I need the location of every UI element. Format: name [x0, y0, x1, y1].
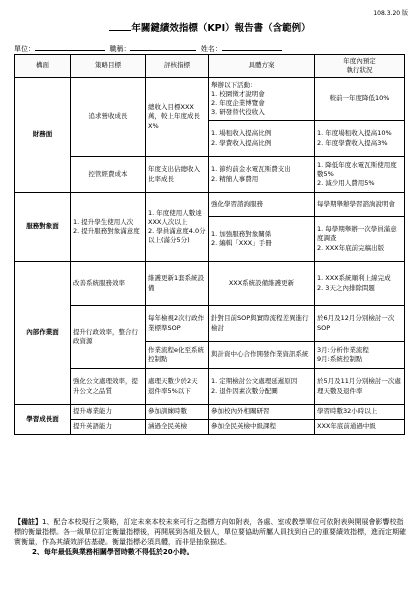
indicator-cell — [146, 369, 209, 405]
indicator-cell: 每年檢視2次行政作業標準SOP — [146, 306, 209, 342]
position-label: 職稱： — [109, 45, 131, 53]
indicator-cell: 作業流程e化至系統控制點 — [146, 342, 209, 369]
indicator-item: 退件率5%以下 — [148, 386, 191, 395]
goal-cell: 提升行政效率，整合行政資源 — [71, 306, 146, 369]
name-field[interactable] — [222, 43, 282, 51]
header-dimension: 構面 — [15, 55, 71, 78]
table-row — [15, 405, 405, 420]
status-item: 1. XXX系統順利上線完成 — [317, 274, 391, 283]
header-plan: 具體方案 — [209, 55, 315, 78]
goal-cell: 強化公文處理效率，提升公文之品質 — [71, 369, 146, 405]
status-item: 2. 3天之內排除問題 — [317, 283, 375, 292]
plan-item: 2. 編輯「XXX」手冊 — [211, 239, 272, 247]
indicator-item: 處理天數少於2天 — [148, 377, 198, 386]
goal-cell: 控管經費成本 — [71, 157, 146, 193]
plan-item: 1. 節約前金水電瓦斯費支出 — [211, 165, 291, 174]
status-cell: XXX年底前通過中級 — [315, 420, 405, 435]
status-cell — [315, 342, 405, 369]
indicator-cell: 參加訓練時數 — [146, 405, 209, 420]
plan-cell: 強化學習諮詢服務 — [209, 193, 315, 217]
name-label: 姓名： — [200, 45, 222, 53]
plan-item: 1. 場租收入提高比例 — [211, 129, 272, 138]
dimension-cell: 財務面 — [15, 78, 71, 193]
status-item: 1. 年度場租收入提高10% — [317, 129, 392, 138]
plan-item: 2. 年度企業博覽會 — [211, 99, 265, 107]
report-title — [0, 20, 420, 34]
goal-item: 2. 提升服務對象滿意度 — [73, 227, 140, 235]
goal-cell: 改善系統服務效率 — [71, 262, 146, 306]
version-label: 108.3.20 版 — [373, 10, 408, 17]
plan-item: 2. 精簡人事費用 — [211, 174, 259, 183]
status-cell — [315, 262, 405, 306]
status-cell — [315, 157, 405, 193]
notes-block — [14, 517, 406, 558]
note-2: 2、每年最低與業務相關學習時數不得低於20小時。 — [32, 548, 194, 557]
table-header-row — [15, 55, 405, 78]
status-cell: 於6月及12月分別檢討一次SOP — [315, 306, 405, 342]
note-1: 1、配合本校現行之策略，訂定未來本校未來可行之指標方向如附表，各處、室或教學單位可依附表與開展會影響校指標的衡量指標。各一級單位訂定衡量指標後，再開展到各組及個人，單位要協助所屬人員找到自己的重要績效指標，進而定期確實衡量，作為其績效評估基礎。衡量指標必須具體，而非是抽象描述。 — [14, 518, 406, 547]
header-status: 年度內預定 執行狀況 — [315, 55, 405, 78]
goal-cell — [71, 193, 146, 262]
status-item: 2. 年度學費收入提高3% — [317, 138, 388, 147]
plan-cell — [209, 369, 315, 405]
report-title-text: 年關鍵績效指標（KPI）報告書（含範例） — [131, 23, 311, 34]
status-item: 1. 降低年度水電瓦斯使用度數5% — [317, 160, 397, 178]
status-cell: 學習時數32小時以上 — [315, 405, 405, 420]
plan-item: 3. 研發替代役收入 — [211, 108, 265, 117]
indicator-cell: 涵過全民英檢 — [146, 420, 209, 435]
meta-row — [14, 43, 282, 54]
table-row — [15, 369, 405, 405]
status-item: 2. 減少用人費用5% — [317, 179, 375, 188]
indicator-cell: 年度支出佔總收入比率成長 — [146, 157, 209, 193]
plan-cell — [209, 157, 315, 193]
plan-cell: 針對目前SOP與實際流程差異進行檢討 — [209, 306, 315, 342]
table-row — [15, 306, 405, 342]
plan-cell: 參加校內外相關研習 — [209, 405, 315, 420]
header-indicator: 評核指標 — [146, 55, 209, 78]
indicator-cell — [146, 193, 209, 262]
goal-cell: 提升專業能力 — [71, 405, 146, 420]
unit-field[interactable] — [35, 43, 105, 51]
plan-intro: 舉辦以下活動： — [211, 80, 257, 89]
year-blank — [109, 30, 131, 31]
goal-cell: 追求營收成長 — [71, 78, 146, 157]
plan-cell — [209, 78, 315, 121]
plan-item: 2. 退件因素次數分配圖 — [211, 386, 278, 395]
table-row — [15, 262, 405, 306]
plan-cell — [209, 217, 315, 262]
kpi-table — [14, 54, 405, 435]
indicator-item: 2. 學員滿意度4.0分以上(滿分5分) — [148, 227, 206, 245]
plan-cell: 參加全民英檢中級課程 — [209, 420, 315, 435]
indicator-item: 1. 年度使用人數達XXX人次以上 — [148, 208, 202, 226]
status-item: 1. 每學期舉辦一次學員滿意度調查 — [317, 225, 397, 243]
plan-item: 2. 學費收入提高比例 — [211, 138, 272, 147]
unit-label: 單位： — [14, 45, 35, 53]
status-cell: 較前一年度降低10% — [315, 78, 405, 121]
plan-item: 1. 校園徵才說明會 — [211, 89, 265, 98]
table-row — [15, 157, 405, 193]
status-item: 9月:系統控制點 — [317, 355, 363, 363]
goal-cell: 提升英語能力 — [71, 420, 146, 435]
plan-cell — [209, 121, 315, 157]
indicator-cell: 維護更新1套系統設備 — [146, 262, 209, 306]
dimension-cell: 學習成長面 — [15, 405, 71, 435]
goal-item: 1. 提升學生使用人次 — [73, 217, 134, 226]
table-row — [15, 193, 405, 217]
status-item: 3月:分析作業流程 — [317, 345, 369, 354]
plan-item: 1. 定期檢討公文處理延遲原因 — [211, 377, 298, 386]
status-cell — [315, 217, 405, 262]
notes-label: 【備註】 — [14, 518, 42, 526]
status-cell — [315, 121, 405, 157]
dimension-cell: 內部作業面 — [15, 262, 71, 405]
status-item: 2. XXX年底前完稿出版 — [317, 243, 385, 252]
position-field[interactable] — [130, 43, 196, 51]
plan-cell: XXX系統設備維護更新 — [209, 262, 315, 306]
table-row — [15, 420, 405, 435]
table-row — [15, 78, 405, 121]
indicator-cell: 總收入目標XXX萬，較上年度成長X% — [146, 78, 209, 157]
plan-item: 1. 加強服務對象關係 — [211, 229, 272, 238]
header-goal: 策略目標 — [71, 55, 146, 78]
status-cell: 於5月及11月分別檢討一次處理天數及退件率 — [315, 369, 405, 405]
status-cell: 每學期舉辦學習諮詢說明會 — [315, 193, 405, 217]
plan-cell: 與計資中心合作開發作業資訊系統 — [209, 342, 315, 369]
dimension-cell: 服務對象面 — [15, 193, 71, 262]
